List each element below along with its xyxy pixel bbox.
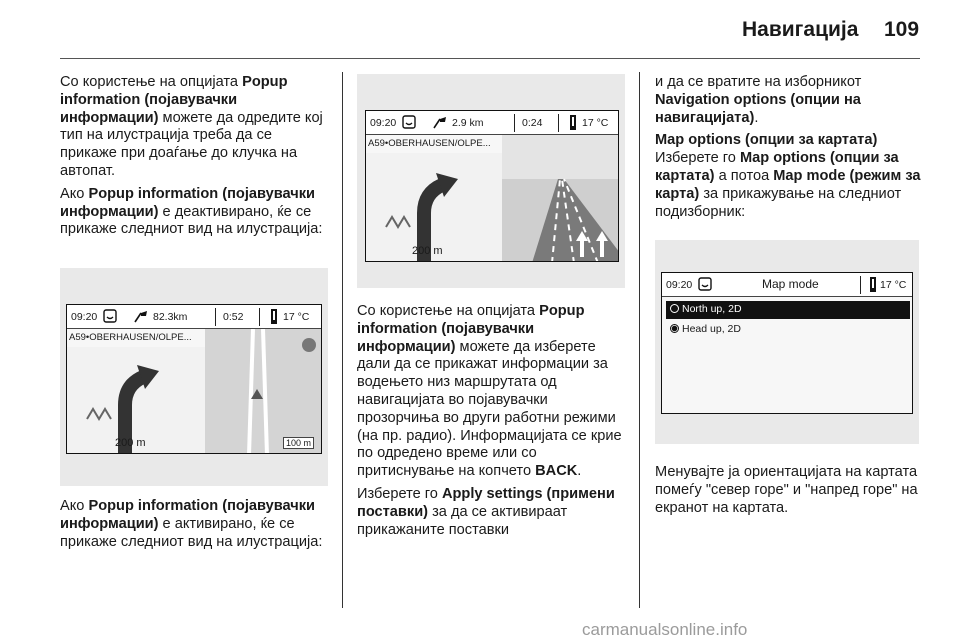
eta: 0:52 <box>223 311 244 323</box>
col3-heading: Map options (опции за картата) <box>655 132 878 149</box>
illustration-popup-on <box>357 74 625 288</box>
smiley-icon <box>402 115 416 132</box>
nav-screen-1 <box>66 304 322 454</box>
junction-view <box>502 135 619 262</box>
remaining-distance: 2.9 km <box>452 117 484 129</box>
temperature: 17 °C <box>582 117 609 129</box>
eta: 0:24 <box>522 117 543 129</box>
flag-icon <box>432 115 448 132</box>
column-2 <box>357 303 629 544</box>
road-name: A59•OBERHAUSEN/OLPE... <box>69 332 192 343</box>
temperature: 17 °C <box>880 279 907 291</box>
header-divider <box>60 58 920 59</box>
col2-paragraph-1: Со користење на опцијата Popup information (појавувачки информации) можете да изберете дали да се прикажат информации за водењето низ маршрутата од навигацијата во појавувачки прозорчиња во други работни режими (на пр. радио). Информацијата се крие по одредено време или со притиснување на копчето BACK. <box>357 303 622 480</box>
turn-distance: 200 m <box>412 245 443 257</box>
column-3-lower <box>655 464 925 522</box>
page-header <box>0 0 960 62</box>
turn-distance: 200 m <box>115 437 146 449</box>
column-divider-1 <box>342 72 343 608</box>
column-3 <box>655 74 925 226</box>
illustration-map-mode <box>655 240 919 444</box>
watermark: carmanualsonline.info <box>582 620 748 639</box>
map-scale: 100 m <box>283 437 314 449</box>
temperature: 17 °C <box>283 311 310 323</box>
page-title: Навигација <box>742 18 859 41</box>
column-1-lower <box>60 498 328 556</box>
option-head-up[interactable]: Head up, 2D <box>666 321 910 339</box>
clock: 09:20 <box>666 279 693 291</box>
status-bar <box>366 111 618 135</box>
column-divider-2 <box>639 72 640 608</box>
nav-screen-3 <box>661 272 913 414</box>
screen-title: Map mode <box>762 277 819 291</box>
road-name: A59•OBERHAUSEN/OLPE... <box>368 138 491 149</box>
status-bar <box>662 273 912 297</box>
radio-selected-icon <box>670 324 679 333</box>
thermometer-icon <box>269 309 279 327</box>
radio-empty-icon <box>670 304 679 313</box>
col2-paragraph-2: Изберете го Apply settings (примени поставки) за да се активираат прикажаните поставки <box>357 485 615 538</box>
thermometer-icon <box>568 115 578 133</box>
nav-screen-2 <box>365 110 619 262</box>
thermometer-icon <box>868 277 878 295</box>
map-view <box>205 329 322 454</box>
col3-paragraph-3: Менувајте ја ориентацијата на картата помеѓу "север горе" и "напред горе" на екранот на картата. <box>655 464 918 516</box>
col3-paragraph-2: Изберете го Map options (опции за картата) а потоа Map mode (режим за карта) за прикажување на следниот подизборник: <box>655 150 921 220</box>
col1-paragraph-2: Ако Popup information (појавувачки информации) е деактивирано, ќе се прикаже следниот вид на илустрација: <box>60 185 323 238</box>
col1-paragraph-1: Со користење на опцијата Popup information (појавувачки информации) можете да одредите кој тип на илустрација треба да се прикаже при доаѓање до клучка на автопат. <box>60 74 323 179</box>
page-number: 109 <box>884 18 920 41</box>
smiley-icon <box>698 277 712 294</box>
col3-paragraph-1: и да се вратите на изборникот Navigation options (опции на навигацијата). <box>655 74 862 126</box>
smiley-icon <box>103 309 117 326</box>
flag-icon <box>133 309 149 326</box>
clock: 09:20 <box>370 117 397 129</box>
clock: 09:20 <box>71 311 98 323</box>
column-1 <box>60 74 328 244</box>
col1-paragraph-3: Ако Popup information (појавувачки информации) е активирано, ќе се прикаже следниот вид на илустрација: <box>60 498 323 550</box>
status-bar <box>67 305 321 329</box>
remaining-distance: 82.3km <box>153 311 188 323</box>
option-north-up[interactable]: North up, 2D <box>666 301 910 319</box>
illustration-popup-off <box>60 268 328 486</box>
